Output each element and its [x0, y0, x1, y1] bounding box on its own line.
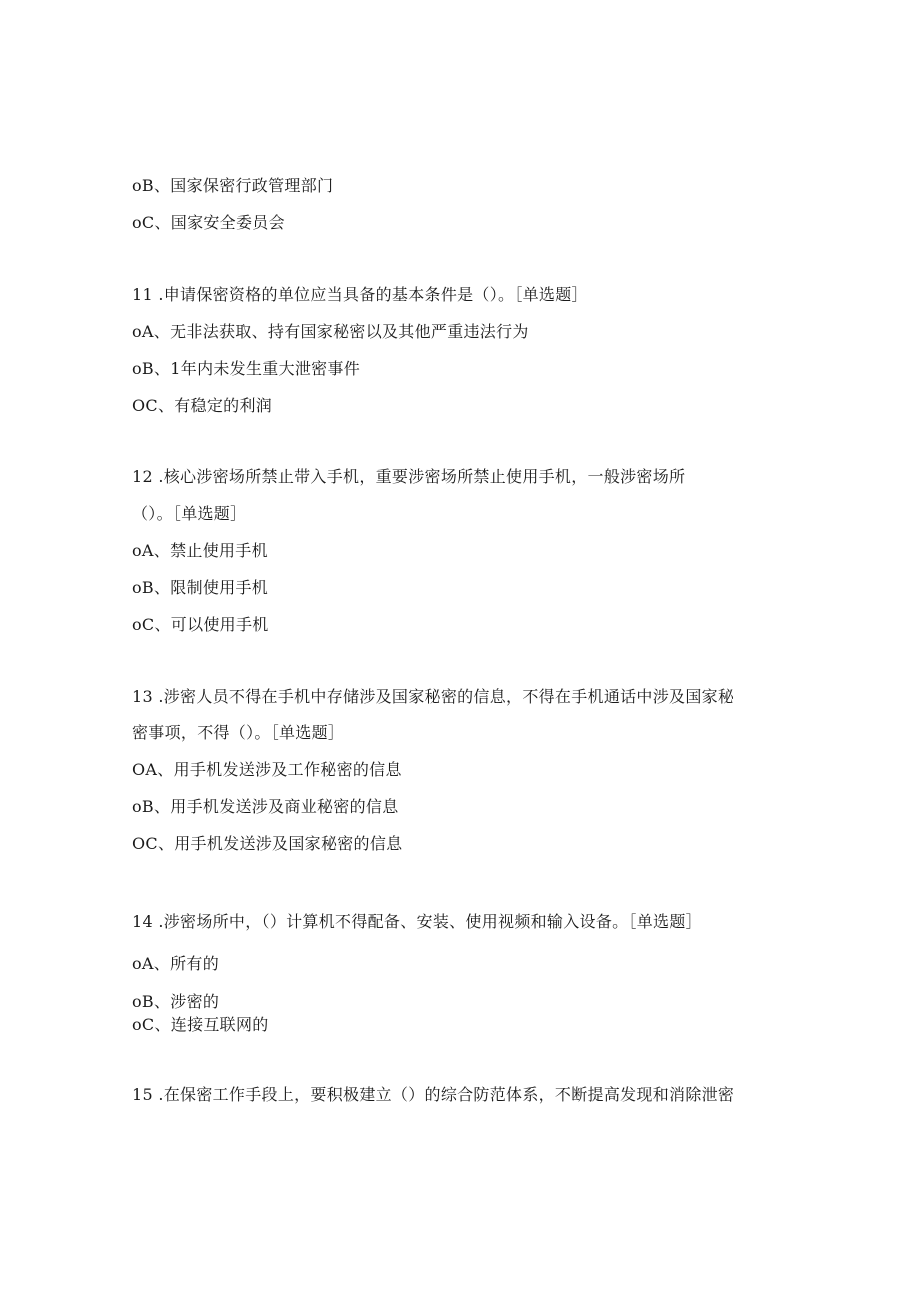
- option-b: oB、限制使用手机: [132, 578, 269, 597]
- option-b: oB、涉密的: [132, 992, 220, 1011]
- question-stem: 15 .在保密工作手段上，要积极建立（）的综合防范体系，不断提高发现和消除泄密: [132, 1085, 735, 1104]
- option-c: oC、连接互联网的: [132, 1015, 269, 1034]
- question-stem: 13 .涉密人员不得在手机中存储涉及国家秘密的信息，不得在手机通话中涉及国家秘: [132, 687, 735, 706]
- option-b: oB、国家保密行政管理部门: [132, 176, 334, 195]
- question-stem: 11 .申请保密资格的单位应当具备的基本条件是（）。［单选题］: [132, 285, 588, 304]
- option-c: OC、有稳定的利润: [132, 396, 273, 415]
- question-stem-continued: 密事项，不得（）。［单选题］: [132, 723, 345, 742]
- option-a: oA、无非法获取、持有国家秘密以及其他严重违法行为: [132, 322, 529, 341]
- question-stem-continued: （）。［单选题］: [132, 504, 247, 523]
- option-a: OA、用手机发送涉及工作秘密的信息: [132, 760, 402, 779]
- question-stem: 14 .涉密场所中，（）计算机不得配备、安装、使用视频和输入设备。［单选题］: [132, 912, 702, 931]
- option-b: oB、1年内未发生重大泄密事件: [132, 359, 361, 378]
- option-c: OC、用手机发送涉及国家秘密的信息: [132, 834, 403, 853]
- option-a: oA、禁止使用手机: [132, 541, 268, 560]
- option-a: oA、所有的: [132, 954, 219, 973]
- option-c: oC、可以使用手机: [132, 615, 269, 634]
- option-b: oB、用手机发送涉及商业秘密的信息: [132, 797, 399, 816]
- question-stem: 12 .核心涉密场所禁止带入手机，重要涉密场所禁止使用手机，一般涉密场所: [132, 467, 686, 486]
- option-c: oC、国家安全委员会: [132, 213, 285, 232]
